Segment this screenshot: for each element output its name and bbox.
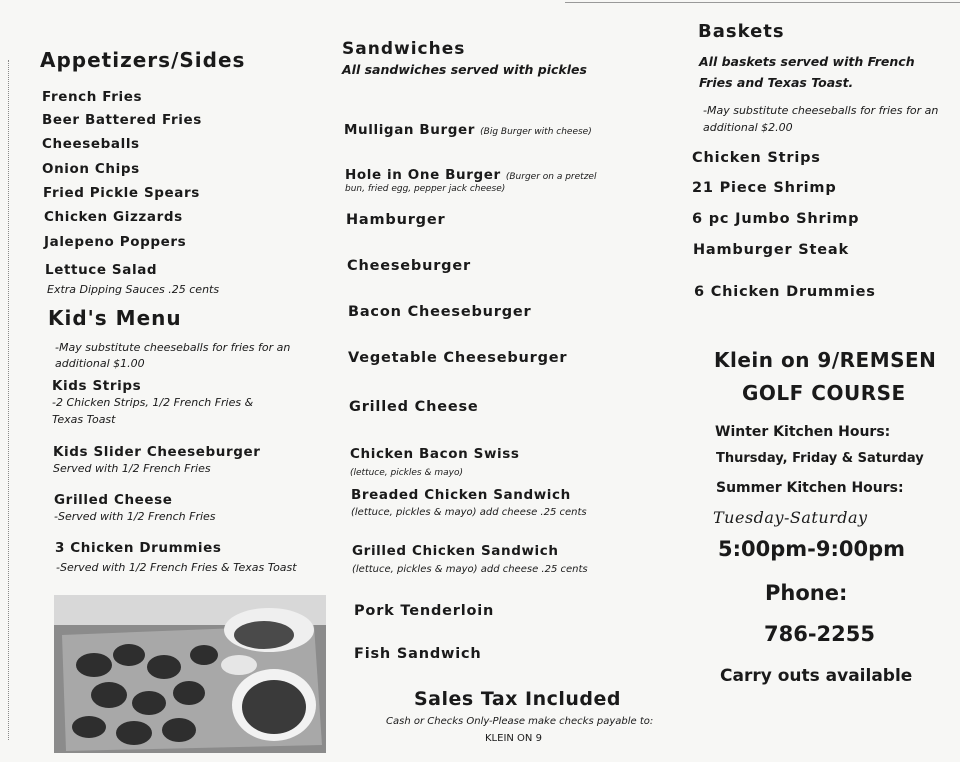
- sandwich-name: Bacon Cheeseburger: [348, 304, 532, 320]
- sandwich-name: Grilled Chicken Sandwich: [352, 543, 559, 559]
- kids-item-desc: -Served with 1/2 French Fries: [54, 510, 216, 523]
- sandwich-name: Vegetable Cheeseburger: [348, 350, 568, 366]
- sandwich-desc: bun, fried egg, pepper jack cheese): [345, 184, 506, 194]
- kids-note: -May substitute cheeseballs for fries for an: [55, 341, 291, 354]
- sandwich-name: Grilled Cheese: [349, 399, 479, 415]
- sandwich-hole-in-one: [345, 164, 596, 183]
- kids-item-desc: Served with 1/2 French Fries: [53, 462, 211, 475]
- kids-item-name: Kids Strips: [52, 378, 142, 394]
- basket-item: Hamburger Steak: [693, 242, 849, 258]
- carry-out-note: Carry outs available: [720, 666, 913, 686]
- appetizer-note: Extra Dipping Sauces .25 cents: [47, 283, 220, 296]
- sandwiches-title: Sandwiches: [342, 39, 466, 59]
- payment-note: Cash or Checks Only-Please make checks payable to:: [386, 716, 654, 727]
- winter-hours-label: Winter Kitchen Hours:: [715, 424, 891, 440]
- course-name: GOLF COURSE: [742, 381, 906, 405]
- sandwich-name: Hole in One Burger: [345, 167, 501, 183]
- sandwich-name: Chicken Bacon Swiss: [350, 446, 520, 462]
- sandwich-name: Fish Sandwich: [354, 646, 482, 662]
- sandwiches-subtitle: All sandwiches served with pickles: [342, 62, 587, 77]
- appetizer-item: Lettuce Salad: [45, 262, 158, 278]
- sandwich-name: Mulligan Burger: [344, 122, 476, 138]
- sandwich-desc: (lettuce, pickles & mayo) add cheese .25 cents: [351, 507, 587, 518]
- appetizer-item: Jalepeno Poppers: [44, 234, 187, 250]
- baskets-note: additional $2.00: [703, 121, 793, 134]
- summer-hours-label: Summer Kitchen Hours:: [716, 480, 904, 496]
- baskets-subtitle: All baskets served with French: [699, 54, 915, 69]
- kids-menu-title: Kid's Menu: [48, 306, 182, 330]
- kids-item-name: Kids Slider Cheeseburger: [53, 444, 261, 460]
- sales-tax-note: Sales Tax Included: [414, 688, 622, 710]
- appetizer-item: Beer Battered Fries: [42, 112, 202, 128]
- appetizer-item: Fried Pickle Spears: [43, 185, 200, 201]
- sandwich-name: Pork Tenderloin: [354, 603, 495, 619]
- sandwich-desc: (lettuce, pickles & mayo): [350, 468, 463, 478]
- sandwich-desc: (Big Burger with cheese): [480, 127, 592, 137]
- sandwich-name: Cheeseburger: [347, 258, 471, 274]
- kids-note: additional $1.00: [55, 357, 145, 370]
- kids-item-name: Grilled Cheese: [54, 492, 173, 508]
- summer-hours-days: Tuesday-Saturday: [713, 508, 868, 527]
- course-name: Klein on 9/REMSEN: [714, 348, 937, 372]
- sandwich-name: Breaded Chicken Sandwich: [351, 487, 571, 503]
- kids-item-desc: -Served with 1/2 French Fries & Texas Toast: [56, 561, 297, 574]
- basket-item: 21 Piece Shrimp: [692, 180, 837, 196]
- kitchen-hours: 5:00pm-9:00pm: [718, 537, 906, 561]
- winter-hours-days: Thursday, Friday & Saturday: [716, 451, 924, 466]
- appetizer-item: French Fries: [42, 89, 143, 105]
- kids-item-desc: -2 Chicken Strips, 1/2 French Fries &: [52, 396, 254, 409]
- page-edge: [8, 60, 10, 740]
- baskets-note: -May substitute cheeseballs for fries for an: [703, 104, 939, 117]
- sandwich-desc: (lettuce, pickles & mayo) add cheese .25 cents: [352, 564, 588, 575]
- top-rule: [565, 2, 960, 3]
- appetizer-item: Cheeseballs: [42, 136, 140, 152]
- appetizer-item: Chicken Gizzards: [44, 209, 183, 225]
- appetizers-title: Appetizers/Sides: [40, 48, 246, 72]
- sandwich-name: Hamburger: [346, 212, 446, 228]
- kids-item-name: 3 Chicken Drummies: [55, 540, 222, 556]
- kids-item-desc: Texas Toast: [52, 413, 116, 426]
- sandwich-desc: (Burger on a pretzel: [505, 172, 597, 182]
- food-photo: [54, 595, 326, 753]
- basket-item: Chicken Strips: [692, 150, 821, 166]
- baskets-title: Baskets: [698, 21, 785, 42]
- phone-label: Phone:: [765, 581, 848, 605]
- basket-item: 6 Chicken Drummies: [694, 284, 876, 300]
- payee-name: KLEIN ON 9: [485, 733, 542, 744]
- sandwich-mulligan: [344, 119, 592, 138]
- baskets-subtitle: Fries and Texas Toast.: [699, 75, 854, 90]
- basket-item: 6 pc Jumbo Shrimp: [692, 211, 860, 227]
- phone-number: 786-2255: [764, 622, 875, 646]
- appetizer-item: Onion Chips: [42, 161, 140, 177]
